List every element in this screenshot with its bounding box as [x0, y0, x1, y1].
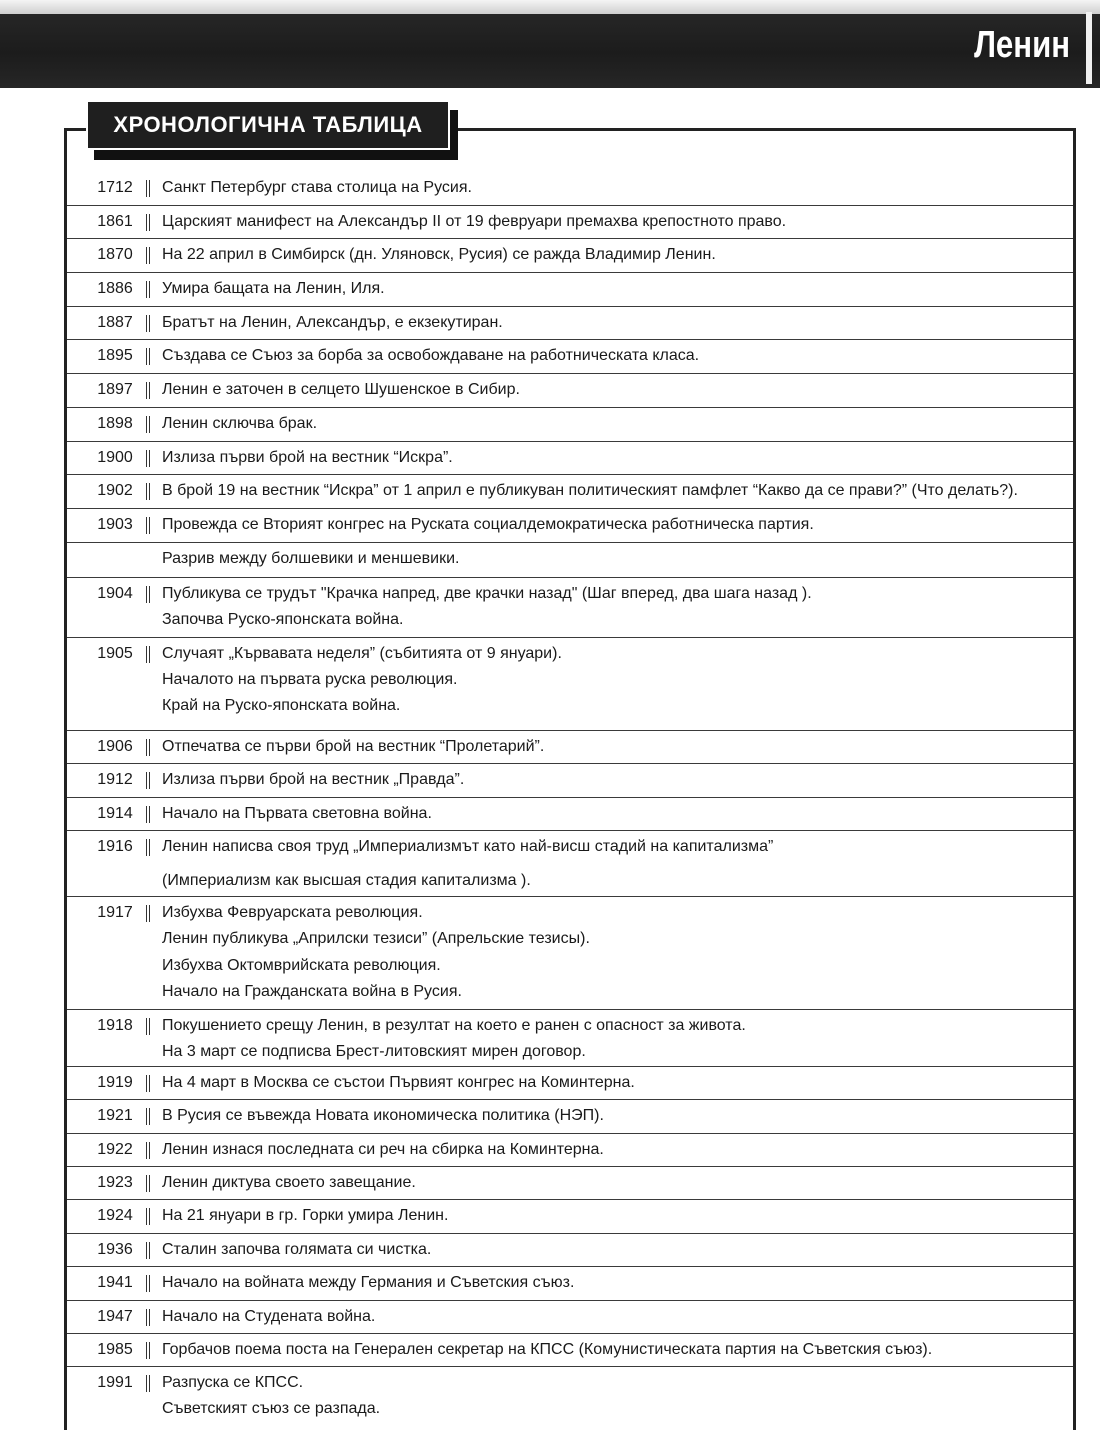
table-row	[67, 897, 1073, 1010]
row-bullet-marker	[146, 586, 150, 603]
row-event-text: На 3 март се подписва Брест-литовският мирен договор.	[162, 1042, 586, 1060]
row-bullet-marker	[146, 1108, 150, 1125]
table-row	[67, 442, 1073, 476]
row-events	[162, 515, 1065, 535]
row-year: 1985	[97, 1340, 133, 1358]
row-year: 1921	[97, 1107, 133, 1125]
table-row	[67, 731, 1073, 765]
row-year: 1918	[97, 1016, 133, 1034]
row-event-text: Край на Руско-японската война.	[162, 697, 401, 715]
table-row	[67, 509, 1073, 543]
row-year: 1936	[97, 1240, 133, 1258]
row-event-text: Разрив между болшевики и меншевики.	[162, 549, 460, 567]
row-bullet-marker	[146, 517, 150, 534]
row-events	[162, 903, 1065, 1003]
row-events	[162, 245, 1065, 265]
row-bullet-marker	[146, 1275, 150, 1292]
row-bullet-marker	[146, 382, 150, 399]
row-bullet-marker	[146, 450, 150, 467]
row-event-text: Разпуска се КПСС.	[162, 1374, 304, 1392]
row-event-text: Умира бащата на Ленин, Иля.	[162, 280, 385, 298]
row-year: 1916	[97, 838, 133, 856]
header-top-rim	[0, 0, 1100, 14]
row-year: 1870	[97, 246, 133, 264]
row-events	[162, 644, 1065, 716]
row-bullet-marker	[146, 416, 150, 433]
row-event-text: Санкт Петербург става столица на Русия.	[162, 179, 472, 196]
row-event-text: Царският манифест на Александър II от 19 февруари премахва крепостното право.	[162, 212, 787, 230]
table-row	[67, 1367, 1073, 1425]
row-event-text: В брой 19 на вестник “Искра” от 1 април е публикуван политическият памфлет “Какво да се прави?” (Что делать?).	[162, 482, 1018, 500]
row-event-text: (Империализм как высшая стадия капитализма ).	[162, 872, 531, 890]
row-event-text: Започва Руско-японската война.	[162, 611, 404, 629]
table-row	[67, 239, 1073, 273]
row-bullet-marker	[146, 905, 150, 922]
row-year: 1924	[97, 1207, 133, 1225]
row-year: 1903	[97, 515, 133, 533]
table-row	[67, 172, 1073, 206]
row-event-text: Начало на войната между Германия и Съветския съюз.	[162, 1274, 575, 1292]
row-event-text: Ленин изнася последната си реч на сбирка на Коминтерна.	[162, 1140, 604, 1158]
row-event-text: На 4 март в Москва се състои Първият конгрес на Коминтерна.	[162, 1073, 635, 1091]
row-year: 1897	[97, 381, 133, 399]
row-bullet-marker	[146, 1208, 150, 1225]
table-row	[67, 1334, 1073, 1367]
table-row	[67, 638, 1073, 730]
row-event-text: Провежда се Вторият конгрес на Руската социалдемократическа работническа партия.	[162, 515, 814, 533]
page-header-bar	[0, 0, 1100, 88]
row-events	[162, 380, 1065, 400]
row-event-text: Ленин е заточен в селцето Шушенское в Сибир.	[162, 381, 520, 399]
table-row	[67, 206, 1073, 240]
table-row	[67, 1301, 1073, 1334]
row-year: 1887	[97, 313, 133, 331]
table-row	[67, 578, 1073, 638]
row-event-text: Избухва Февруарската революция.	[162, 903, 423, 921]
row-event-text: В Русия се въвежда Новата икономическа политика (НЭП).	[162, 1107, 604, 1125]
table-row	[67, 543, 1073, 579]
row-event-text: Братът на Ленин, Александър, е екзекутиран.	[162, 313, 503, 331]
row-events	[162, 414, 1065, 434]
row-bullet-marker	[146, 281, 150, 298]
row-year: 1905	[97, 645, 133, 663]
row-bullet-marker	[146, 646, 150, 663]
row-events	[162, 313, 1065, 333]
row-year: 1923	[97, 1174, 133, 1191]
row-bullet-marker	[146, 739, 150, 756]
row-bullet-marker	[146, 1375, 150, 1392]
row-event-text: Начало на Студената война.	[162, 1307, 376, 1325]
row-event-text: Ленин написва своя труд „Империализмът като най-висш стадий на капитализма”	[162, 838, 774, 856]
row-events	[162, 737, 1065, 757]
row-year: 1898	[97, 414, 133, 432]
row-events	[162, 770, 1065, 790]
row-year: 1991	[97, 1374, 133, 1392]
row-event-text: Ленин сключва брак.	[162, 414, 318, 432]
table-row	[67, 1234, 1073, 1267]
page-title: Ленин	[974, 24, 1070, 66]
table-row	[67, 1167, 1073, 1200]
row-bullet-marker	[146, 1075, 150, 1092]
row-events	[162, 1073, 1065, 1093]
row-bullet-marker	[146, 1242, 150, 1259]
row-bullet-marker	[146, 315, 150, 332]
row-year: 1947	[97, 1307, 133, 1325]
table-row	[67, 764, 1073, 798]
row-year: 1941	[97, 1274, 133, 1292]
row-events	[162, 1240, 1065, 1260]
chronology-table	[67, 172, 1073, 1425]
row-bullet-marker	[146, 180, 150, 197]
table-row	[67, 1067, 1073, 1100]
row-events	[162, 178, 1065, 198]
row-events	[162, 837, 1065, 891]
row-events	[162, 279, 1065, 299]
section-title: ХРОНОЛОГИЧНА ТАБЛИЦА	[86, 100, 450, 150]
row-year: 1712	[97, 179, 133, 196]
table-row	[67, 1200, 1073, 1233]
row-year: 1919	[97, 1073, 133, 1091]
table-row	[67, 408, 1073, 442]
table-row	[67, 1267, 1073, 1300]
row-event-text: Излиза първи брой на вестник “Искра”.	[162, 448, 453, 466]
row-event-text: Начало на Първата световна война.	[162, 804, 432, 822]
row-year: 1900	[97, 448, 133, 466]
row-event-text: На 22 април в Симбирск (дн. Уляновск, Русия) се ражда Владимир Ленин.	[162, 246, 716, 264]
row-event-text: Горбачов поема поста на Генерален секретар на КПСС (Комунистическата партия на Съветския съюз).	[162, 1340, 933, 1358]
table-row	[67, 307, 1073, 341]
row-bullet-marker	[146, 806, 150, 823]
row-year: 1922	[97, 1140, 133, 1158]
row-event-text: Ленин публикува „Априлски тезиси” (Апрельские тезисы).	[162, 930, 590, 948]
table-row	[67, 340, 1073, 374]
row-event-text: На 21 януари в гр. Горки умира Ленин.	[162, 1207, 449, 1225]
row-events	[162, 1173, 1065, 1193]
row-event-text: Съветският съюз се разпада.	[162, 1400, 381, 1418]
table-row	[67, 1100, 1073, 1133]
table-row	[67, 475, 1073, 509]
row-bullet-marker	[146, 1142, 150, 1159]
row-event-text: Случаят „Кървавата неделя” (събитията от 9 януари).	[162, 645, 562, 663]
table-row	[67, 374, 1073, 408]
row-events	[162, 804, 1065, 824]
row-year: 1917	[97, 903, 133, 921]
row-bullet-marker	[146, 247, 150, 264]
row-year: 1906	[97, 737, 133, 755]
row-events	[162, 1140, 1065, 1160]
row-year: 1861	[97, 212, 133, 230]
table-row	[67, 1134, 1073, 1167]
row-event-text: Публикува се трудът "Крачка напред, две крачки назад" (Шаг вперед, два шага назад ).	[162, 585, 812, 603]
row-event-text: Излиза първи брой на вестник „Правда”.	[162, 771, 465, 789]
row-bullet-marker	[146, 483, 150, 500]
row-event-text: Ленин диктува своето завещание.	[162, 1174, 416, 1191]
row-events	[162, 1307, 1065, 1327]
row-bullet-marker	[146, 772, 150, 789]
row-events	[162, 212, 1065, 232]
row-events	[162, 481, 1065, 501]
row-events	[162, 1106, 1065, 1126]
row-year: 1902	[97, 482, 133, 500]
row-events	[162, 448, 1065, 468]
row-events	[162, 346, 1065, 366]
row-event-text: Избухва Октомврийската революция.	[162, 956, 441, 974]
row-event-text: Начало на Гражданската война в Русия.	[162, 983, 462, 1001]
row-bullet-marker	[146, 214, 150, 231]
row-event-text: Отпечатва се първи брой на вестник “Пролетарий”.	[162, 737, 545, 755]
table-row	[67, 273, 1073, 307]
row-event-text: Създава се Съюз за борба за освобождаване на работническата класа.	[162, 347, 700, 365]
row-bullet-marker	[146, 1018, 150, 1035]
row-event-text: Покушението срещу Ленин, в резултат на което е ранен с опасност за живота.	[162, 1016, 746, 1034]
row-year: 1912	[97, 771, 133, 789]
row-year: 1895	[97, 347, 133, 365]
row-bullet-marker	[146, 1342, 150, 1359]
row-bullet-marker	[146, 1175, 150, 1192]
table-row	[67, 1010, 1073, 1067]
header-edge-marker	[1086, 12, 1092, 84]
row-events	[162, 1373, 1065, 1419]
row-events	[162, 549, 1065, 569]
row-events	[162, 1273, 1065, 1293]
row-year: 1886	[97, 280, 133, 298]
row-bullet-marker	[146, 348, 150, 365]
row-event-text: Началото на първата руска революция.	[162, 671, 458, 689]
row-events	[162, 1016, 1065, 1062]
row-event-text: Сталин започва голямата си чистка.	[162, 1240, 432, 1258]
row-events	[162, 584, 1065, 630]
row-bullet-marker	[146, 1309, 150, 1326]
row-events	[162, 1206, 1065, 1226]
row-bullet-marker	[146, 839, 150, 856]
row-year: 1914	[97, 804, 133, 822]
row-year: 1904	[97, 585, 133, 603]
table-row	[67, 831, 1073, 897]
row-events	[162, 1340, 1065, 1360]
table-row	[67, 798, 1073, 832]
